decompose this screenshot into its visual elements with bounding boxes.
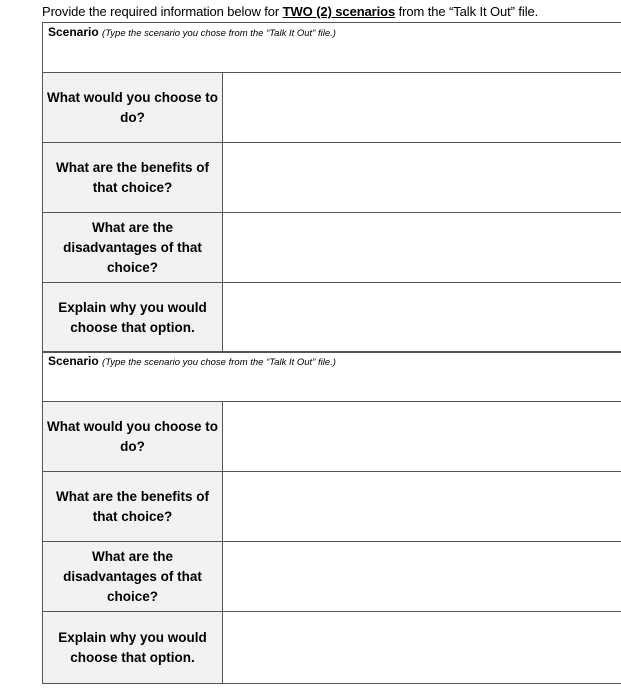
question-row [43,213,621,283]
question-label: What would you choose to do? [43,73,223,142]
question-label: What would you choose to do? [43,402,223,471]
answer-cell[interactable] [223,402,621,471]
scenario-field-2[interactable] [43,352,621,402]
answer-cell[interactable] [223,143,621,212]
question-label: Explain why you would choose that option. [43,283,223,352]
question-row [43,402,621,472]
instructions-emphasis: TWO (2) scenarios [282,4,396,19]
question-row [43,542,621,612]
scenario-field-1[interactable] [43,23,621,73]
scenario-label: Scenario [48,354,99,368]
question-row [43,143,621,213]
question-row [43,612,621,684]
scenario-table-2 [42,351,621,684]
instructions-text-start: Provide the required information below for [42,4,283,19]
scenario-table-1 [42,22,621,353]
answer-cell[interactable] [223,283,621,352]
answer-cell[interactable] [223,612,621,683]
instructions [42,4,538,19]
question-label: What are the benefits of that choice? [43,143,223,212]
scenario-hint: (Type the scenario you chose from the “Talk It Out” file.) [102,357,336,368]
question-row [43,472,621,542]
answer-cell[interactable] [223,472,621,541]
question-label: Explain why you would choose that option. [43,612,223,683]
question-label: What are the disadvantages of that choice? [43,213,223,282]
question-label: What are the benefits of that choice? [43,472,223,541]
answer-cell[interactable] [223,542,621,611]
question-label: What are the disadvantages of that choice? [43,542,223,611]
instructions-text-end: from the “Talk It Out” file. [395,4,539,19]
scenario-label: Scenario [48,25,99,39]
scenario-hint: (Type the scenario you chose from the “Talk It Out” file.) [102,28,336,39]
answer-cell[interactable] [223,213,621,282]
question-row [43,73,621,143]
question-row [43,283,621,353]
answer-cell[interactable] [223,73,621,142]
